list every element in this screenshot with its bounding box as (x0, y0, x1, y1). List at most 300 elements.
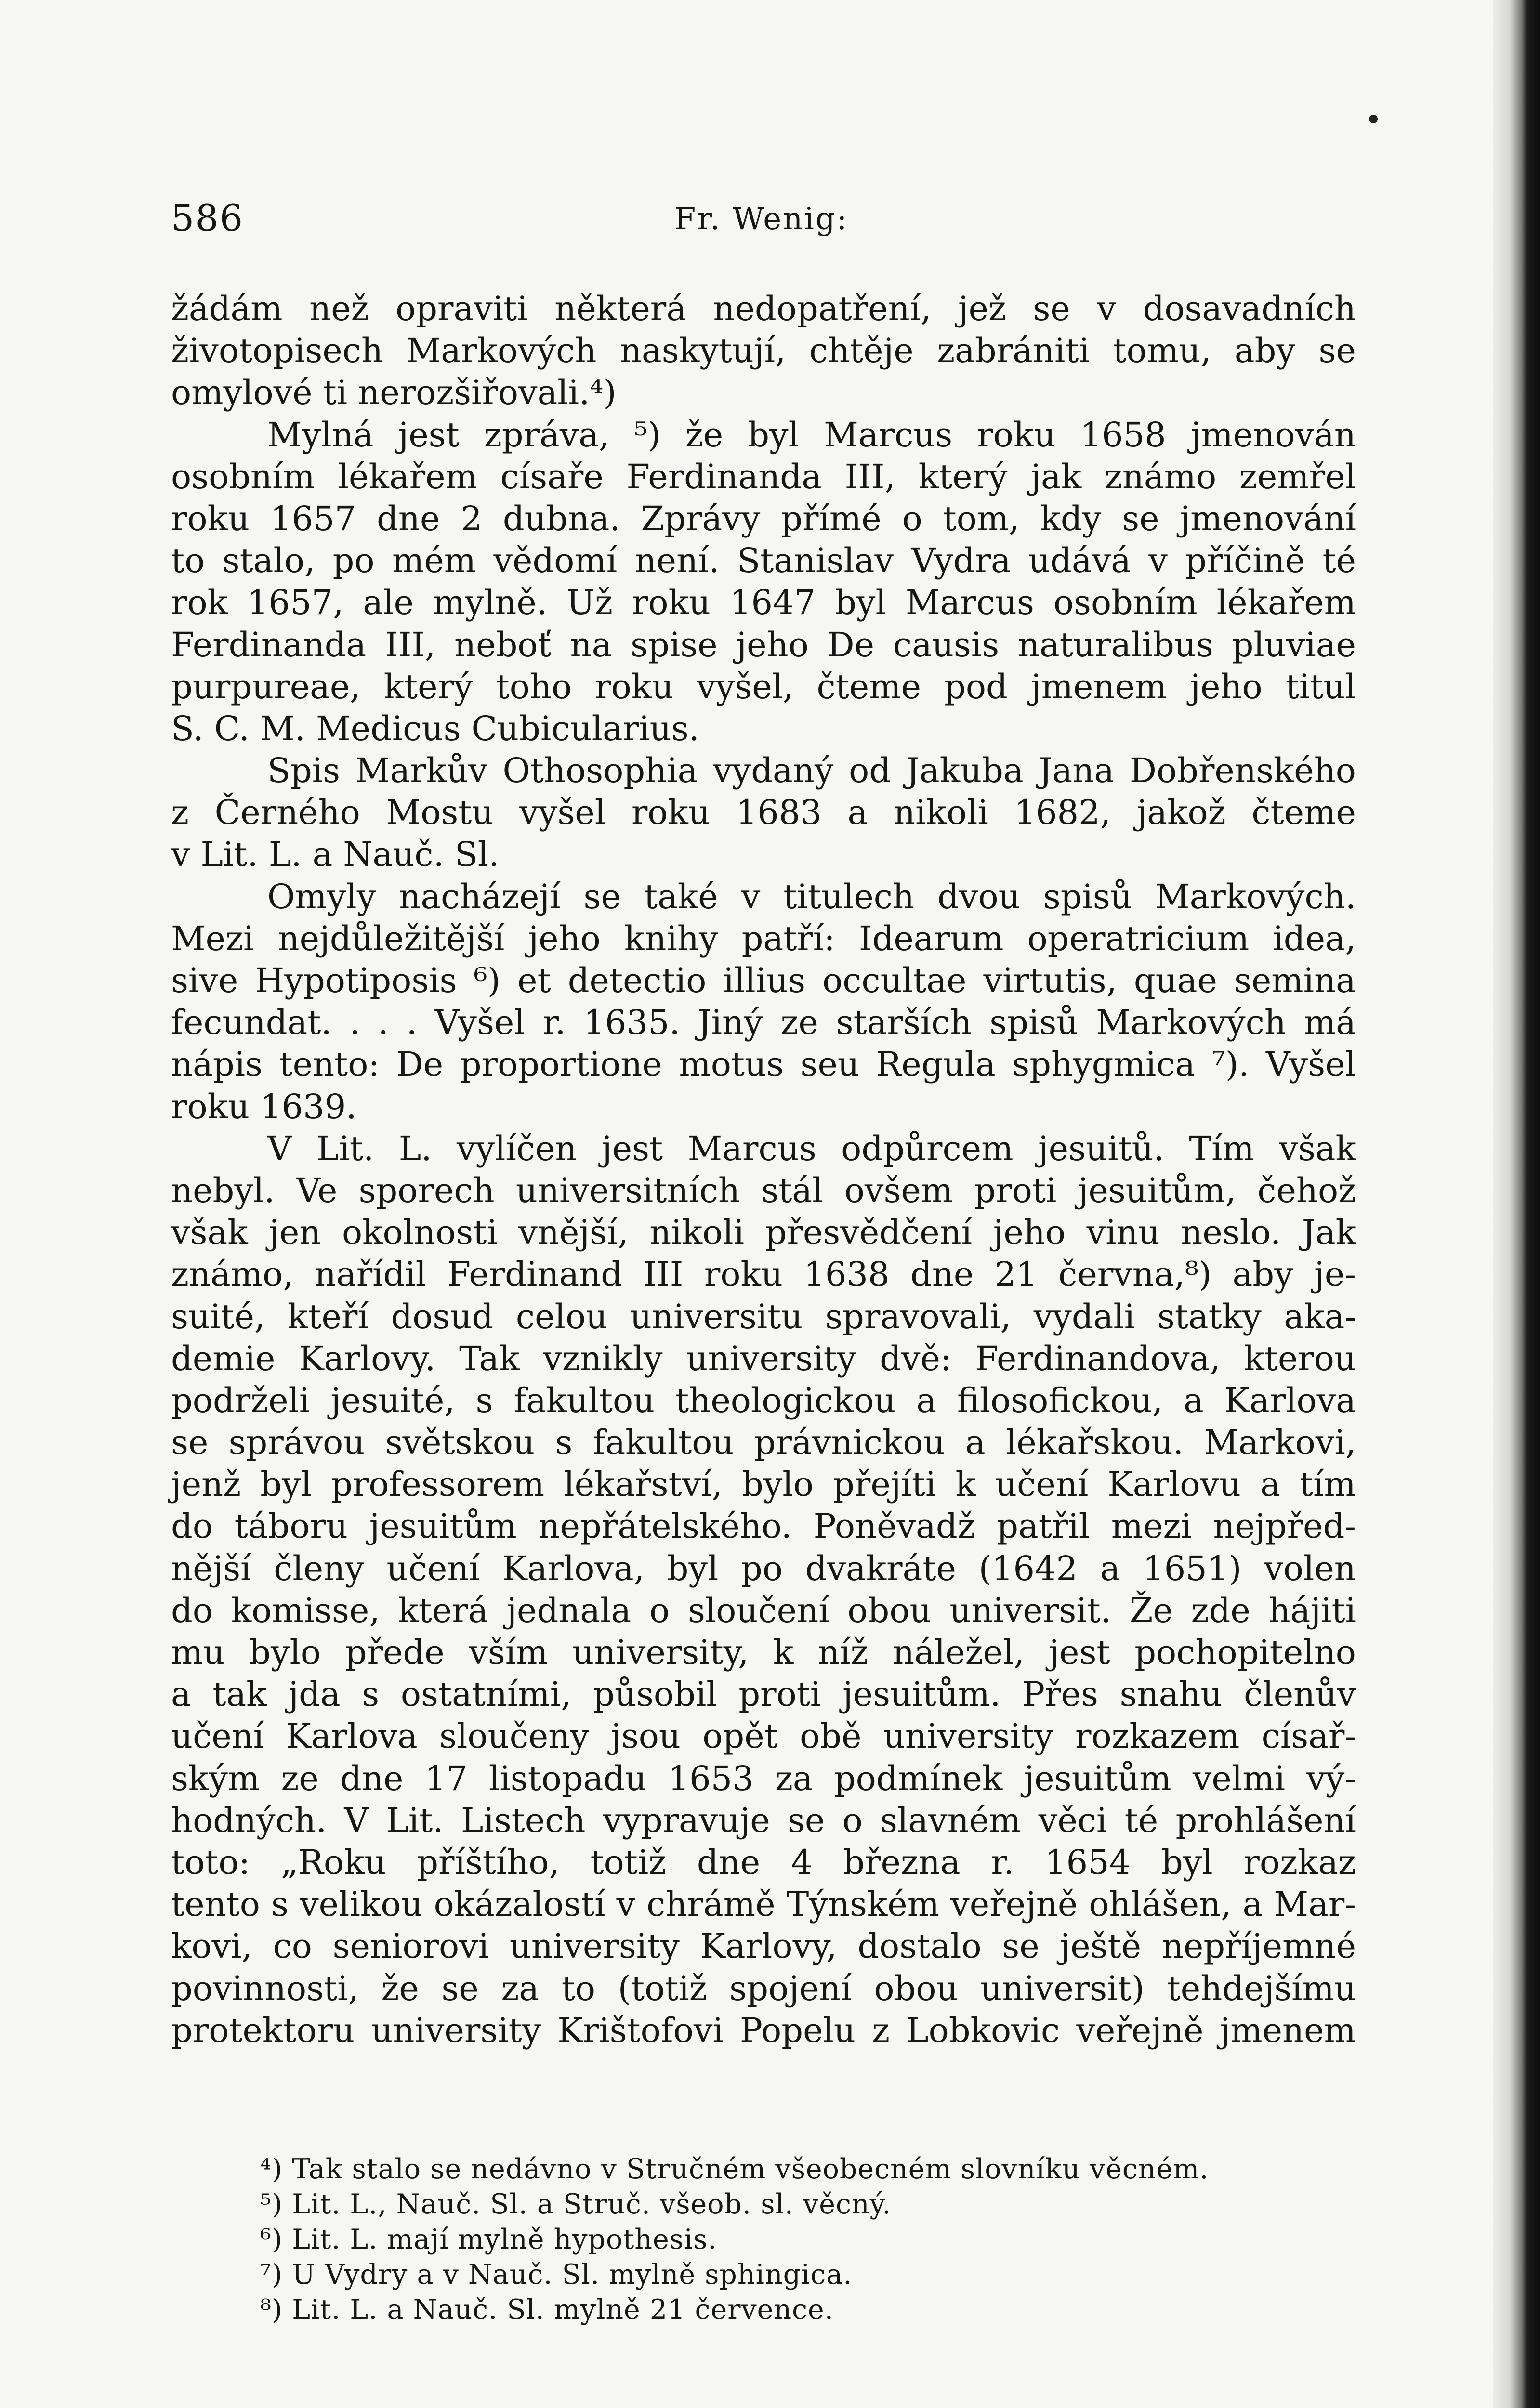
word: Medicus (316, 708, 461, 748)
text-line (171, 372, 1356, 414)
word: velikou (300, 1885, 423, 1924)
word: kovi, (171, 1926, 252, 1966)
word: kteří (287, 1296, 369, 1336)
word: Jana (1039, 751, 1115, 791)
word: (totiž (618, 1968, 707, 2008)
word: Poněvadž (813, 1506, 975, 1546)
word: okolnosti (342, 1213, 498, 1253)
word: 1647 (729, 583, 816, 623)
word: snahu (1119, 1675, 1223, 1714)
word: III, (844, 457, 895, 497)
word: rok (171, 583, 228, 623)
word: jest (601, 1128, 663, 1168)
word: že (685, 415, 724, 455)
text-line (171, 414, 1356, 456)
word: Marcus (824, 415, 953, 455)
word: od (849, 751, 891, 791)
word: podmínek (834, 1758, 1003, 1798)
word: fakultou (592, 1423, 734, 1463)
word: obou (847, 1590, 932, 1630)
word: ti (323, 373, 348, 413)
word: chtěje (809, 331, 914, 371)
word: po (741, 1548, 783, 1588)
word: který (383, 667, 473, 707)
word: tomu, (1113, 331, 1211, 371)
word: osobním (1053, 583, 1198, 623)
word: jeho (736, 625, 809, 665)
word: jesuitů. (1038, 1128, 1164, 1168)
word: rozkaz (1243, 1842, 1356, 1882)
word: university (686, 1338, 856, 1378)
word: university, (572, 1633, 749, 1672)
word: o (902, 498, 922, 538)
word: nepříjemné (1161, 1926, 1356, 1966)
word: lékařství, (564, 1465, 723, 1505)
word: vydali (1033, 1296, 1135, 1336)
word: Týnském (786, 1885, 940, 1924)
word: mylně. (433, 583, 548, 623)
word: členy (274, 1548, 364, 1588)
word: Lit. (386, 1800, 444, 1840)
word: 1657 (270, 498, 356, 538)
text-line (171, 456, 1356, 498)
word: toto: (171, 1842, 250, 1882)
text-line (171, 1254, 1356, 1296)
word: Lit. (316, 1128, 374, 1168)
page-number: 586 (171, 196, 244, 239)
word: patřil (997, 1506, 1090, 1546)
word: ostatními, (400, 1675, 572, 1714)
word: quae (1133, 961, 1217, 1000)
word: se (171, 1423, 209, 1463)
word: 1639. (260, 1086, 357, 1126)
word: nikoli (649, 1213, 744, 1253)
word: působil (593, 1675, 717, 1714)
word: dosud (391, 1296, 494, 1336)
word: než (309, 289, 369, 328)
word: aby (1232, 1255, 1293, 1295)
word: opraviti (395, 289, 528, 328)
word: Tím (1189, 1128, 1254, 1168)
word: učení (386, 1548, 480, 1588)
word: Omyly (267, 877, 376, 916)
word: Zprávy (641, 498, 761, 538)
word: patří: (741, 918, 835, 958)
word: jakož (1136, 793, 1226, 833)
word: fecundat. (171, 1003, 332, 1043)
word: 4 (790, 1842, 813, 1882)
word: roku (704, 1255, 783, 1295)
word: hodných. (171, 1800, 327, 1840)
word: L. (398, 1128, 432, 1168)
word: k (773, 1633, 794, 1672)
text-line (171, 876, 1356, 918)
word: idea, (1273, 918, 1356, 958)
word: dne (910, 1255, 974, 1295)
word: starších (836, 1003, 972, 1043)
word: Karlova, (502, 1548, 645, 1588)
word: a (312, 835, 333, 875)
word: čehož (1257, 1170, 1356, 1210)
word: za (775, 1758, 813, 1798)
text-line (171, 1296, 1356, 1338)
word: Ferdinandova, (975, 1338, 1221, 1378)
word: seniorovi (332, 1926, 489, 1966)
word: sive (171, 961, 238, 1000)
word: byl (748, 415, 800, 455)
word: z (872, 2010, 890, 2050)
word: zde (1191, 1590, 1250, 1630)
word: suité, (171, 1296, 265, 1336)
word: zpráva, (484, 415, 610, 455)
word: jež (958, 289, 1006, 328)
word: spravovali, (825, 1296, 1012, 1336)
word: Karlovu (1107, 1465, 1241, 1505)
word: theologickou (675, 1380, 896, 1420)
word: a (171, 1675, 191, 1714)
word: je- (1314, 1255, 1356, 1295)
word: však (1279, 1128, 1356, 1168)
word: Spis (267, 751, 341, 791)
word: v (1097, 289, 1116, 328)
word: s (475, 1380, 493, 1420)
word: a (1100, 1548, 1120, 1588)
text-line (171, 918, 1356, 960)
word: nerozšiřovali.⁴) (358, 373, 617, 413)
text-line (171, 1715, 1356, 1757)
word: mu (171, 1633, 225, 1672)
word: sloučení (687, 1590, 829, 1630)
word: žádám (171, 289, 283, 328)
word: Karlovy, (700, 1926, 837, 1966)
word: professorem (331, 1465, 545, 1505)
word: o (842, 1800, 863, 1840)
word: V (267, 1128, 292, 1168)
word: odpůrcem (841, 1128, 1014, 1168)
word: neboť (454, 625, 552, 665)
page-edge-shadow (1493, 0, 1540, 2408)
word: „Roku (280, 1842, 386, 1882)
word: jen (269, 1213, 321, 1253)
word: prohlášení (1175, 1800, 1356, 1840)
word: jesuitům (1024, 1758, 1171, 1798)
word: přesvědčení (765, 1213, 973, 1253)
word: Markových. (1155, 877, 1356, 916)
word: illius (723, 961, 806, 1000)
word: příštího, (417, 1842, 560, 1882)
word: Markův (355, 751, 487, 791)
word: bylo (742, 1465, 814, 1505)
word: hájiti (1268, 1590, 1356, 1630)
word: C. (214, 708, 250, 748)
word: spisů (1043, 877, 1132, 916)
word: 1657, (247, 583, 344, 623)
word: Othosophia (502, 751, 698, 791)
word: omylové (171, 373, 313, 413)
word: et (517, 961, 551, 1000)
word: k (955, 1465, 976, 1505)
word: jesuité, (330, 1380, 455, 1420)
word: příčině (1185, 541, 1305, 581)
word: dne (377, 498, 440, 538)
word: pluviae (1232, 625, 1356, 665)
word: Cubicularius. (471, 708, 699, 748)
word: má (1303, 1003, 1356, 1043)
word: . (349, 1003, 360, 1043)
word: stalo, (222, 541, 316, 581)
text-line (171, 498, 1356, 540)
text-line (171, 1170, 1356, 1212)
ink-spot (1369, 115, 1378, 123)
word: ještě (1060, 1926, 1142, 1966)
word: čteme (816, 667, 921, 707)
word: totiž (590, 1842, 667, 1882)
word: Lobkovic (906, 2010, 1060, 2050)
footnotes (260, 2152, 1368, 2328)
word: Regula (876, 1045, 996, 1085)
text-line (171, 1925, 1356, 1967)
word: se (583, 877, 621, 916)
word: velmi (1192, 1758, 1285, 1798)
word: náležel, (893, 1633, 1025, 1672)
word: university (371, 2010, 541, 2050)
word: M. (260, 708, 305, 748)
word: titul (1285, 667, 1356, 707)
word: s (362, 1675, 380, 1714)
text-line (171, 1884, 1356, 1925)
word: tehdejšímu (1167, 1968, 1356, 2008)
word: vnější, (518, 1213, 629, 1253)
word: té (1124, 1800, 1158, 1840)
word: tak (212, 1675, 267, 1714)
word: nedopatření, (713, 289, 932, 328)
word: dostalo (857, 1926, 982, 1966)
word: jeho (1190, 667, 1263, 707)
word: jesuitům. (842, 1675, 1001, 1714)
word: L. (268, 835, 302, 875)
word: ohlášen, (1089, 1885, 1232, 1924)
word: s (271, 1885, 289, 1924)
word: chrámě (646, 1885, 776, 1924)
word: nepřátelského. (538, 1506, 792, 1546)
word: Ferdinanda (171, 625, 367, 665)
text-line (171, 960, 1356, 1002)
word: universitu (630, 1296, 803, 1336)
word: Karlova (286, 1716, 418, 1756)
word: naskytují, (619, 331, 786, 371)
word: volen (1264, 1548, 1356, 1588)
word: seu (800, 1045, 859, 1085)
word: spise (631, 625, 718, 665)
word: do (171, 1590, 213, 1630)
word: S. (171, 708, 204, 748)
word: že (381, 1968, 419, 2008)
word: roku (977, 415, 1056, 455)
word: proportione (460, 1045, 662, 1085)
word: jmenem (1220, 2010, 1356, 2050)
word: císaře (500, 457, 604, 497)
word: stál (761, 1170, 823, 1210)
text-line (171, 1464, 1356, 1505)
word: nápis (171, 1045, 263, 1085)
word: ⁶) (474, 961, 501, 1000)
word: roku (595, 667, 674, 707)
word: to (171, 541, 205, 581)
word: okázalostí (434, 1885, 605, 1924)
word: věci (1038, 1800, 1107, 1840)
word: učení (995, 1465, 1089, 1505)
word: jenž (171, 1465, 241, 1505)
word: virtutis, (983, 961, 1117, 1000)
word: to (561, 1968, 596, 2008)
word: Mar- (1274, 1885, 1356, 1924)
word: zabrániti (937, 331, 1090, 371)
text-line (171, 1800, 1356, 1842)
word: se (1318, 331, 1356, 371)
word: dvě: (880, 1338, 952, 1378)
word: III (643, 1255, 684, 1295)
word: kterou (1244, 1338, 1356, 1378)
word: proti (974, 1170, 1057, 1210)
word: Popelu (739, 2010, 856, 2050)
text-line (171, 1758, 1356, 1800)
word: Karlova (1224, 1380, 1356, 1420)
word: tento: (279, 1045, 380, 1085)
word: sloučeny (439, 1716, 589, 1756)
word: semina (1234, 961, 1356, 1000)
word: některá (554, 289, 686, 328)
word: vyšel (519, 793, 606, 833)
word: byl (667, 1548, 719, 1588)
text-line (171, 750, 1356, 792)
word: universitních (515, 1170, 740, 1210)
word: Markových (406, 331, 597, 371)
word: Mylná (267, 415, 374, 455)
word: dne (340, 1758, 404, 1798)
word: ze (281, 1758, 319, 1798)
word: Ve (296, 1170, 338, 1210)
word: r. (542, 1003, 566, 1043)
text-line (171, 1212, 1356, 1254)
word: titulech (783, 877, 915, 916)
word: vědomí (493, 541, 618, 581)
word: a (1260, 1465, 1280, 1505)
text-line (171, 582, 1356, 624)
text-line (171, 708, 1356, 750)
word: podrželi (171, 1380, 310, 1420)
word: jeho (528, 918, 601, 958)
text-line (171, 1674, 1356, 1715)
word: jeho (993, 1213, 1066, 1253)
text-line (171, 1590, 1356, 1632)
text-line (171, 330, 1356, 372)
word: světskou (385, 1423, 535, 1463)
word: za (501, 1968, 540, 2008)
text-line (171, 1002, 1356, 1044)
word: Karlovy. (299, 1338, 436, 1378)
word: De (827, 625, 875, 665)
word: Ferdinanda (626, 457, 822, 497)
word: v (741, 877, 761, 916)
word: Stanislav (737, 541, 894, 581)
word: jmenován (1190, 415, 1356, 455)
footnote: ⁵) Lit. L., Nauč. Sl. a Struč. všeob. sl. věcný. (260, 2188, 892, 2220)
word: 1658 (1080, 415, 1166, 455)
word: na (570, 625, 612, 665)
word: jest (1049, 1633, 1110, 1672)
word: 1635. (583, 1003, 680, 1043)
word: Lit. (200, 835, 258, 875)
word: Nauč. (343, 835, 444, 875)
text-line (171, 624, 1356, 666)
word: roku (171, 498, 250, 538)
text-line (171, 288, 1356, 330)
word: universit) (980, 1968, 1145, 2008)
word: dvakráte (805, 1548, 956, 1588)
word: jda (288, 1675, 341, 1714)
word: nejpřed- (1213, 1506, 1356, 1546)
word: spisů (989, 1003, 1079, 1043)
word: zemřel (1239, 457, 1356, 497)
word: Už (566, 583, 613, 623)
word: jest (398, 415, 460, 455)
word: Sl. (454, 835, 500, 875)
word: sphygmica (1012, 1045, 1196, 1085)
word: ale (363, 583, 414, 623)
word: známo, (171, 1255, 294, 1295)
word: . (378, 1003, 389, 1043)
word: obě (800, 1716, 862, 1756)
word: s (555, 1423, 573, 1463)
word: ovšem (844, 1170, 953, 1210)
word: právnickou (754, 1423, 945, 1463)
word: opět (702, 1716, 778, 1756)
word: jesuitům (369, 1506, 517, 1546)
text-line (171, 1422, 1356, 1464)
word: protektoru (171, 2010, 355, 2050)
body-text (171, 288, 1356, 2052)
word: se (1033, 289, 1070, 328)
word: Ferdinand (447, 1255, 623, 1295)
word: nikoli (894, 793, 988, 833)
word: Vydra (911, 541, 1011, 581)
word: Jiný (698, 1003, 763, 1043)
word: dosavadních (1143, 289, 1356, 328)
word: rozkazem (1075, 1716, 1240, 1756)
word: dne (697, 1842, 761, 1882)
word: Přes (1022, 1675, 1098, 1714)
word: roku (171, 1086, 250, 1126)
word: Markových (1096, 1003, 1287, 1043)
word: životopisech (171, 331, 383, 371)
word: nější (171, 1548, 251, 1588)
word: veřejně (950, 1885, 1078, 1924)
word: správou (228, 1423, 365, 1463)
word: lékařem (338, 457, 477, 497)
word: v (616, 1885, 636, 1924)
word: a (1242, 1885, 1263, 1924)
word: dvou (937, 877, 1020, 916)
word: jak (1030, 457, 1082, 497)
word: března (843, 1842, 961, 1882)
word: 17 (424, 1758, 468, 1798)
word: Jak (1302, 1213, 1356, 1253)
word: 1682, (1014, 793, 1111, 833)
word: bylo (249, 1633, 321, 1672)
word: do (171, 1506, 213, 1546)
text-line (171, 1128, 1356, 1170)
word: causis (893, 625, 1000, 665)
